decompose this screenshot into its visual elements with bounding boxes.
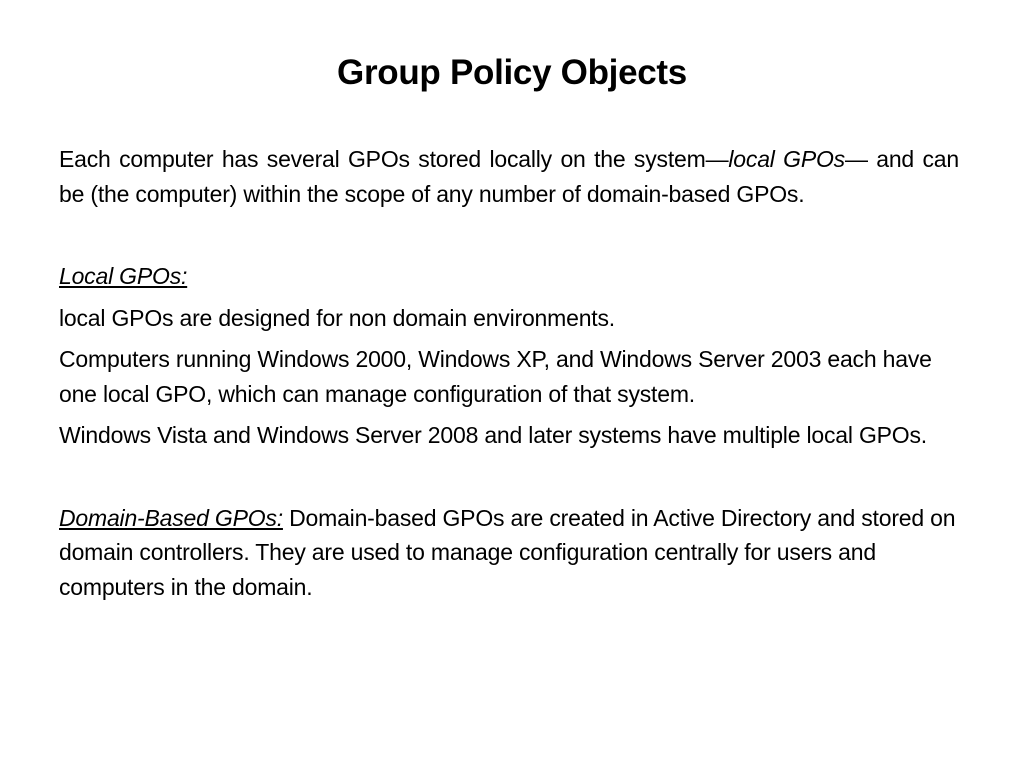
intro-paragraph xyxy=(59,142,959,211)
intro-text-part2: — and can be (the computer) within the scope of any number of domain-based GPOs. xyxy=(59,146,959,207)
local-gpos-heading xyxy=(59,259,959,294)
domain-gpos-text: Domain-based GPOs are created in Active Directory and stored on domain controllers. They are used to manage configuration centrally for users and computers in the domain. xyxy=(59,504,956,600)
local-gpos-paragraph-2: Computers running Windows 2000, Windows XP, and Windows Server 2003 each have one local GPO, which can manage configuration of that system. xyxy=(59,346,932,407)
local-gpos-paragraph-3: Windows Vista and Windows Server 2008 and later systems have multiple local GPOs. xyxy=(59,422,927,448)
local-gpos-paragraph-1: local GPOs are designed for non domain environments. xyxy=(59,304,615,331)
slide-title: Group Policy Objects xyxy=(337,53,687,92)
slide-body xyxy=(59,142,959,604)
local-gpos-heading-text: Local GPOs: xyxy=(59,263,188,289)
intro-text-part1: Each computer has several GPOs stored locally on the system— xyxy=(59,146,729,172)
domain-gpos-heading: Domain-Based GPOs: xyxy=(59,504,283,531)
intro-emphasis: local GPOs xyxy=(728,146,845,172)
domain-gpos-paragraph xyxy=(59,501,959,605)
